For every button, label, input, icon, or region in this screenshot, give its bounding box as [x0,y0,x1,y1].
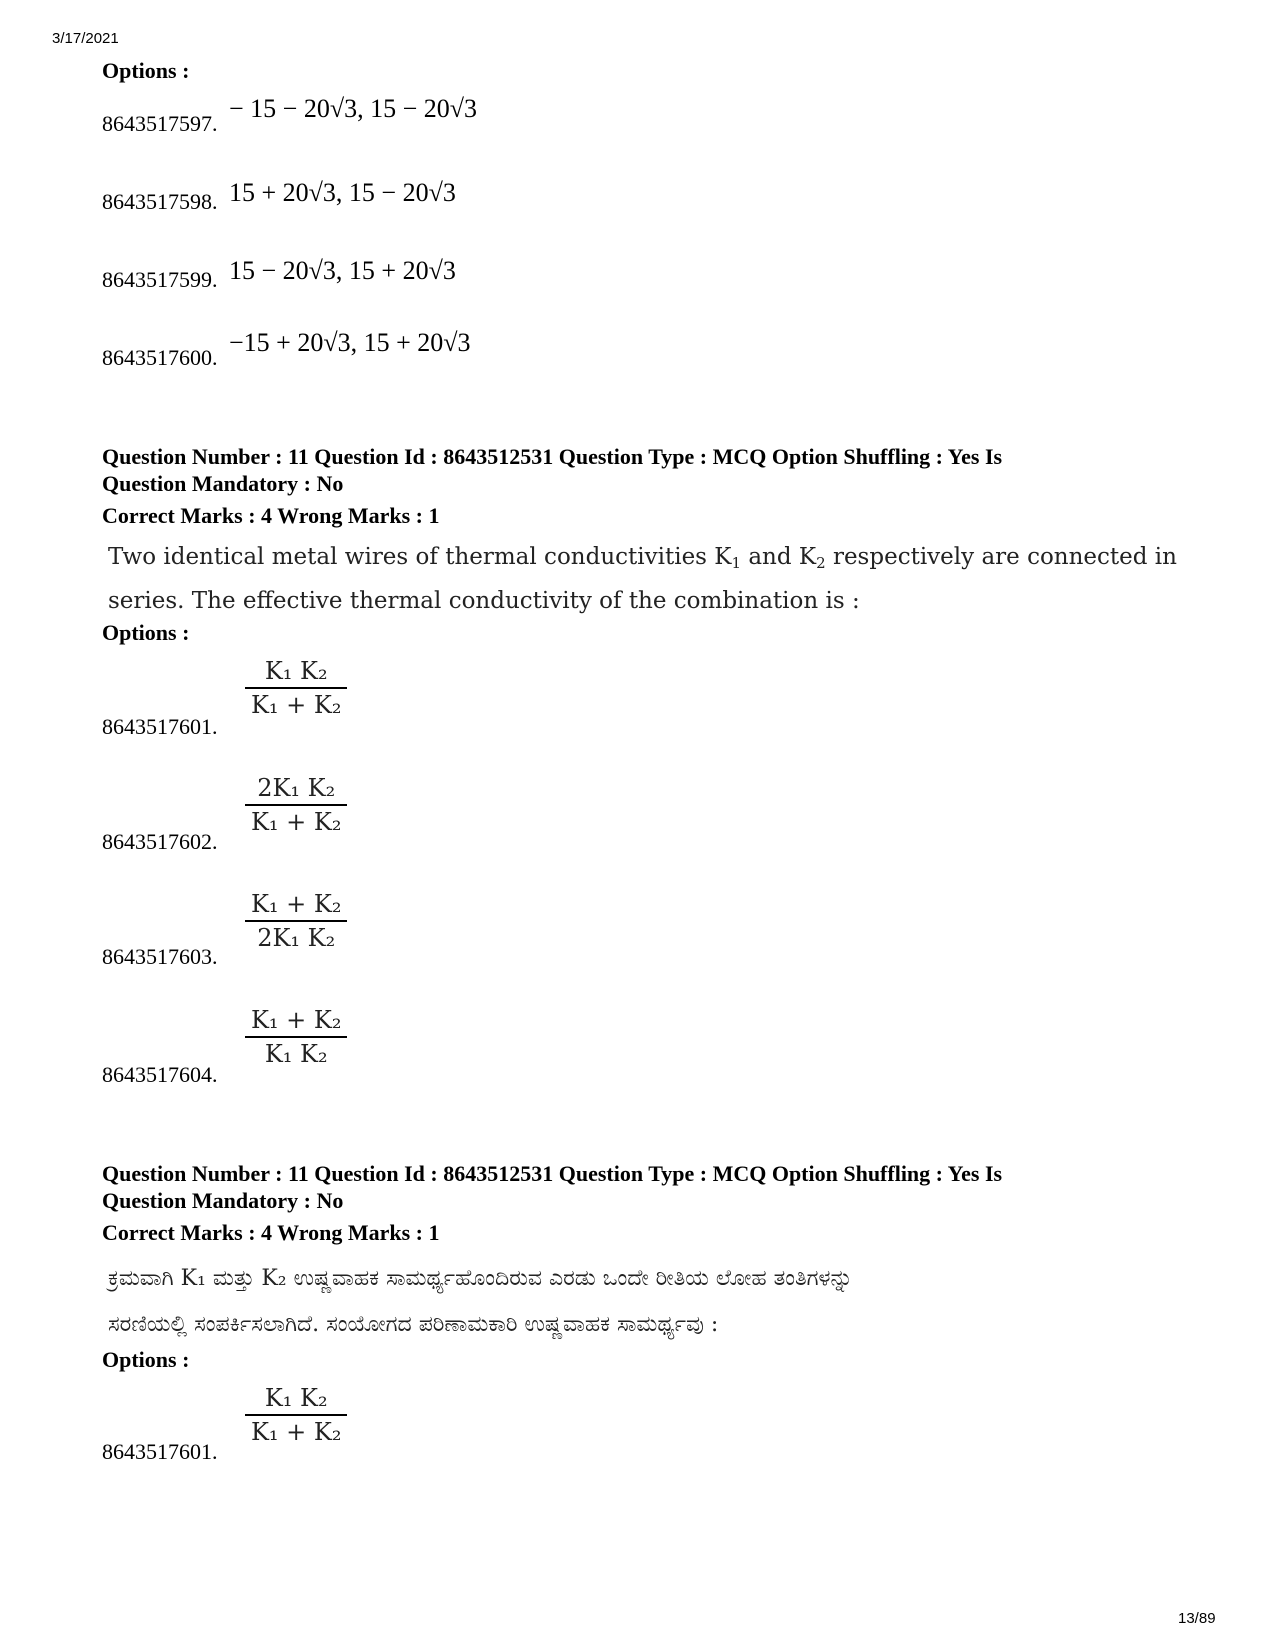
option-expression: −15 + 20√3, 15 + 20√3 [229,328,471,357]
option-id: 8643517599. [102,267,218,292]
fraction-numerator: K₁ K₂ [245,657,347,689]
question-marks: Correct Marks : 4 Wrong Marks : 1 [102,503,440,528]
fraction-denominator: K₁ + K₂ [251,691,342,719]
option-id: 8643517602. [102,829,218,854]
page-number: 13/89 [1178,1610,1216,1627]
fraction-denominator: 2K₁ K₂ [257,924,336,952]
option-row [102,178,456,216]
question-text-kannada [108,1256,1188,1348]
question-text-line2: series. The effective thermal conductivity of the combination is : [108,588,860,614]
option-id: 8643517604. [102,1062,218,1087]
fraction-denominator: K₁ + K₂ [251,1418,342,1446]
question-meta-line1: Question Number : 11 Question Id : 8643512531 Question Type : MCQ Option Shuffling : Yes Is [102,1161,1003,1186]
option-expression: 15 + 20√3, 15 − 20√3 [229,178,456,207]
option-id: 8643517601. [102,1439,218,1464]
option-id: 8643517597. [102,111,218,136]
option-row [102,328,471,372]
question-marks: Correct Marks : 4 Wrong Marks : 1 [102,1220,440,1245]
option-fraction [245,774,347,836]
question-meta-line2: Question Mandatory : No [102,471,344,496]
fraction-numerator: K₁ + K₂ [245,1006,347,1038]
fraction-numerator: K₁ + K₂ [245,890,347,922]
question-text-line1: Two identical metal wires of thermal conductivities $K_1$ and $K_2$ respectively are connected in [108,544,1177,572]
fraction-numerator: K₁ K₂ [245,1384,347,1416]
option-id: 8643517600. [102,345,218,370]
fraction-numerator: 2K₁ K₂ [245,774,347,806]
option-fraction [245,657,347,719]
option-fraction [245,890,347,952]
option-fraction [245,1384,347,1446]
options-label: Options : [102,620,190,645]
option-fraction [245,1006,347,1068]
fraction-denominator: K₁ + K₂ [251,808,342,836]
option-row [102,94,478,138]
options-label: Options : [102,58,190,83]
option-expression: − 15 − 20√3, 15 − 20√3 [229,94,478,123]
option-expression: 15 − 20√3, 15 + 20√3 [229,256,456,285]
question-text-line2: ಸರಣಿಯಲ್ಲಿ ಸಂಪರ್ಕಿಸಲಾಗಿದೆ. ಸಂಯೋಗದ ಪರಿಣಾಮಕಾರಿ ಉಷ್ಣವಾಹಕ ಸಾಮರ್ಥ್ಯವು : [108,1312,719,1337]
options-label: Options : [102,1347,190,1372]
option-row [102,256,456,294]
option-id: 8643517603. [102,944,218,969]
question-meta-line1: Question Number : 11 Question Id : 8643512531 Question Type : MCQ Option Shuffling : Yes Is [102,444,1003,469]
question-text-line1: ಕ್ರಮವಾಗಿ K₁ ಮತ್ತು K₂ ಉಷ್ಣವಾಹಕ ಸಾಮರ್ಥ್ಯಹೊಂದಿರುವ ಎರಡು ಒಂದೇ ರೀತಿಯ ಲೋಹ ತಂತಿಗಳನ್ನು [108,1266,853,1291]
option-id: 8643517598. [102,189,218,214]
print-date: 3/17/2021 [52,30,119,47]
question-text [108,538,1188,620]
fraction-denominator: K₁ K₂ [264,1040,328,1068]
option-id: 8643517601. [102,714,218,739]
question-meta-line2: Question Mandatory : No [102,1188,344,1213]
